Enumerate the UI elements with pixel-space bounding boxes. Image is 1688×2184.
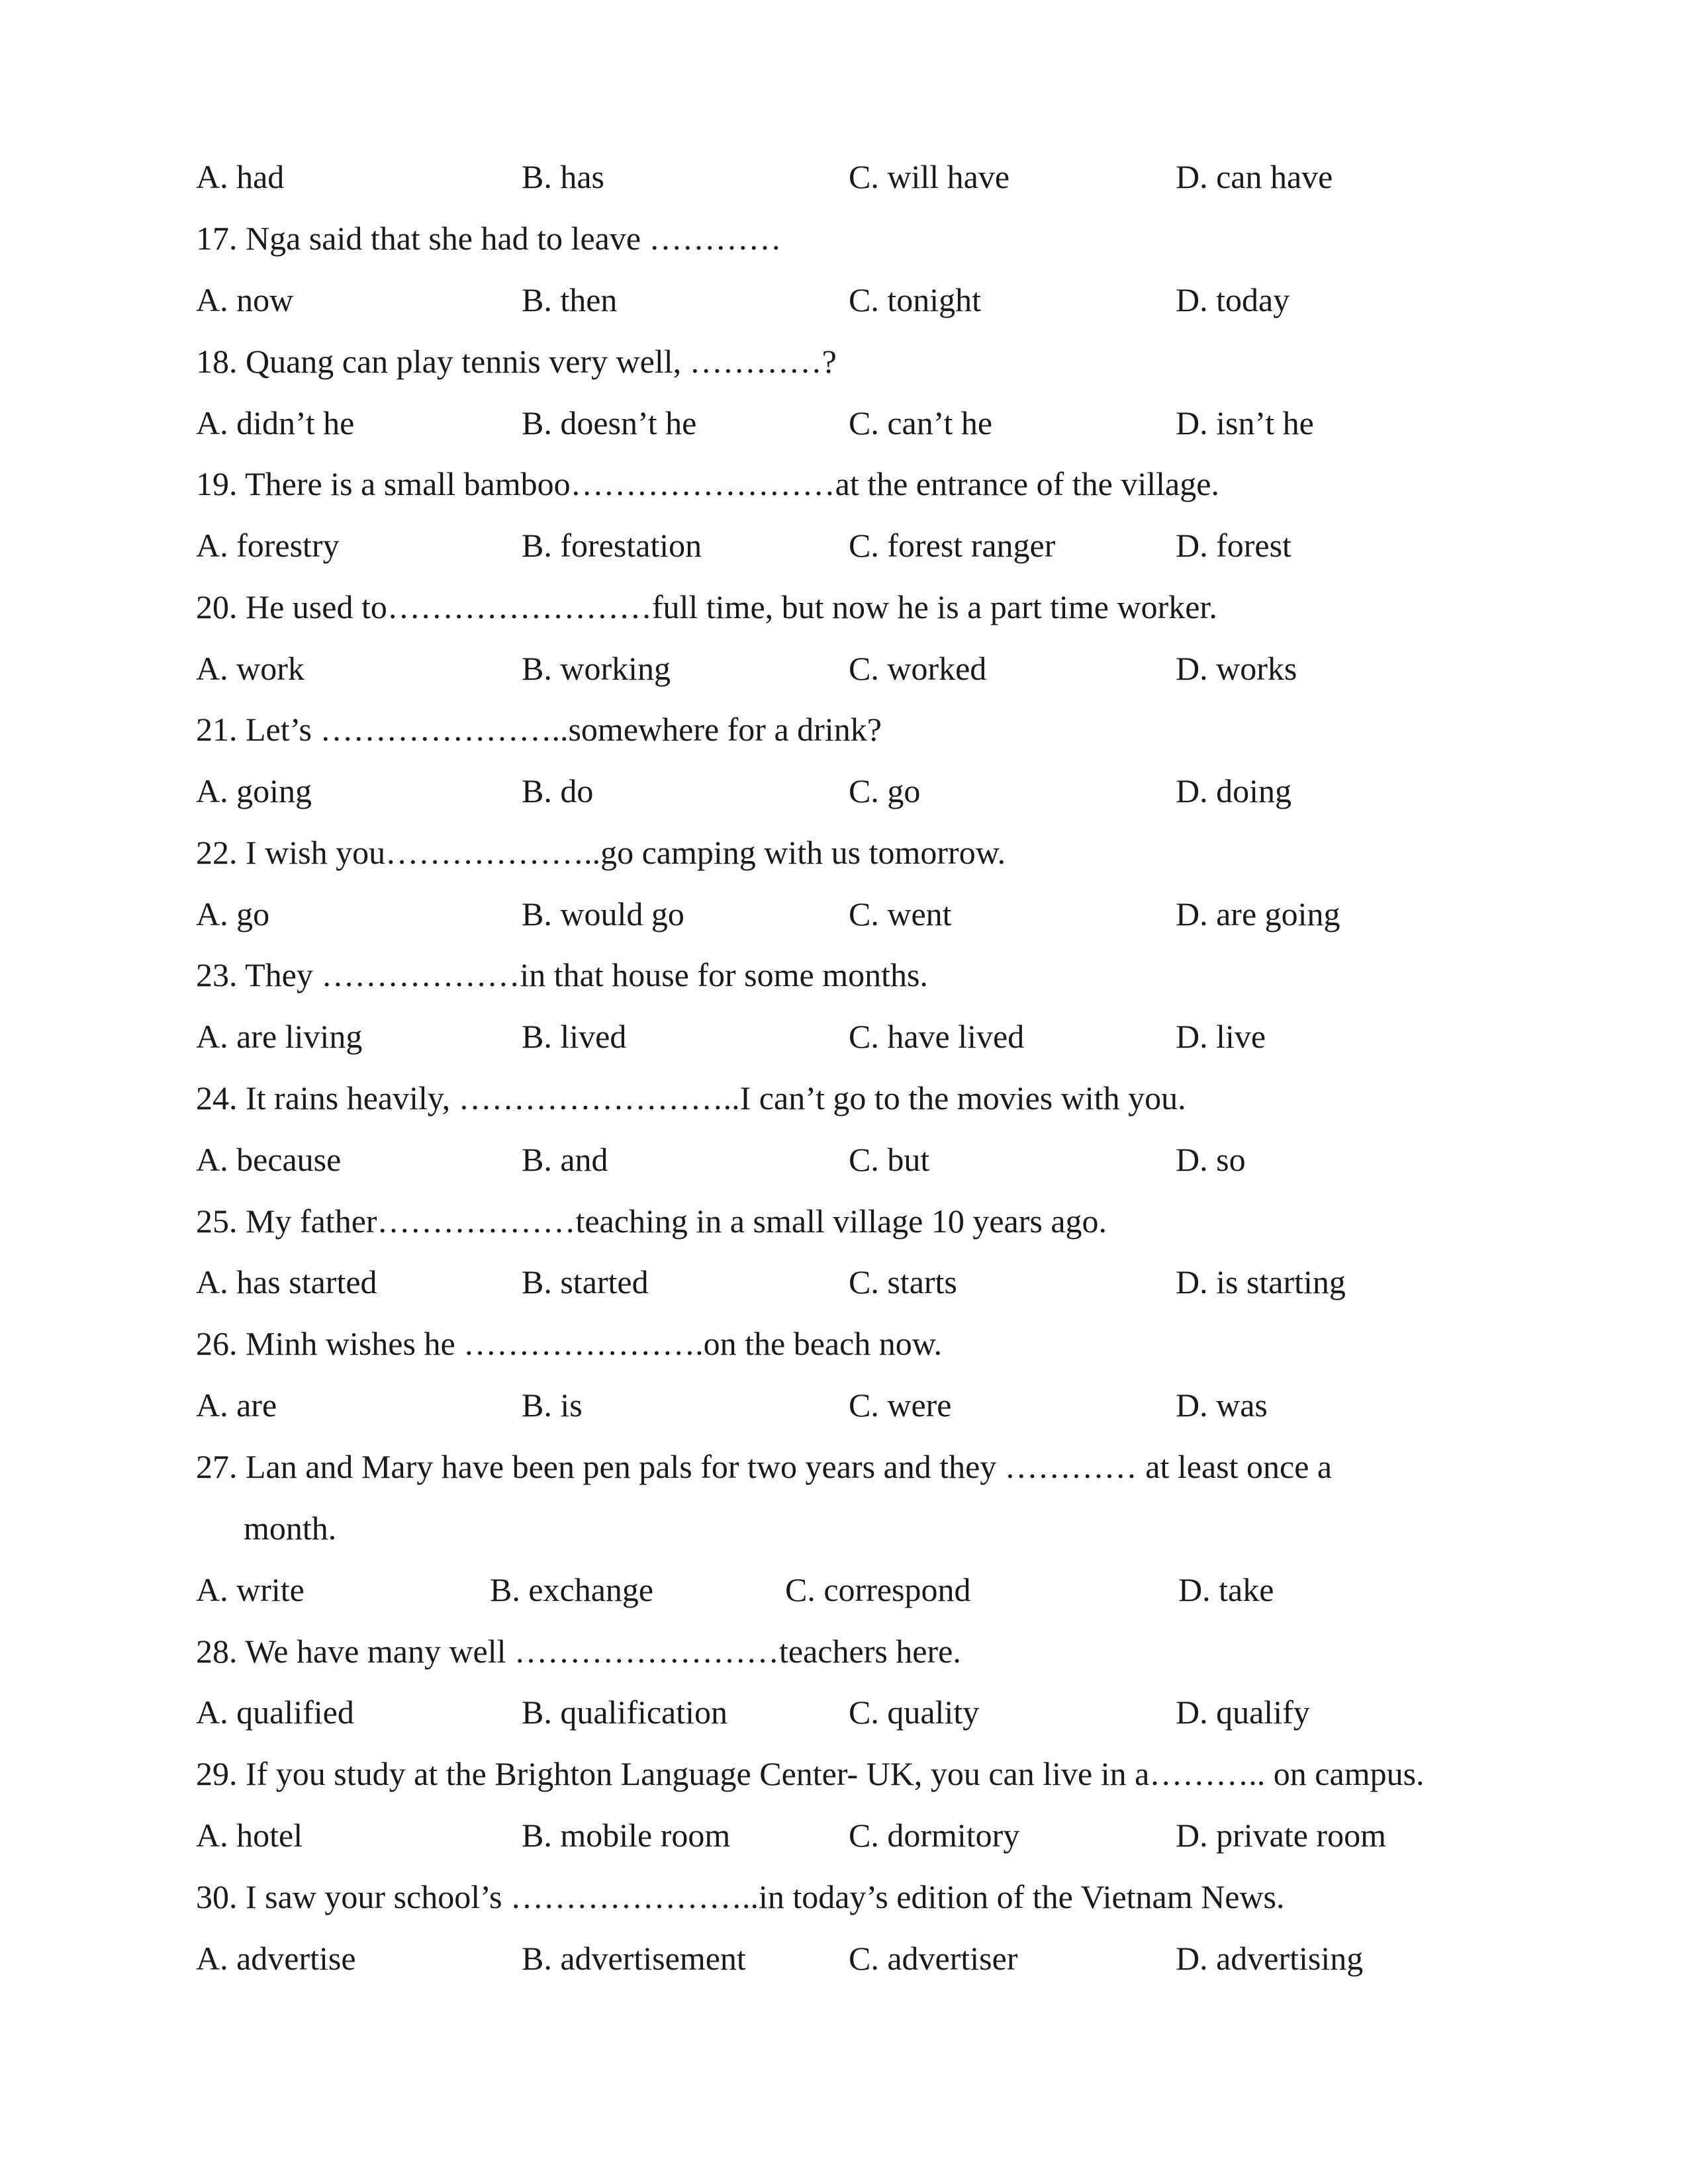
option-a: A. forestry (196, 527, 340, 564)
option-c: C. advertiser (849, 1940, 1018, 1977)
option-c: C. starts (849, 1263, 957, 1300)
option-b: B. doesn’t he (522, 404, 697, 441)
option-a: A. going (196, 772, 312, 809)
option-d: D. take (1178, 1571, 1274, 1608)
option-a: A. go (196, 895, 270, 933)
question-text: 27. Lan and Mary have been pen pals for two years and they ………… at least once a (196, 1448, 1333, 1485)
option-b: B. advertisement (522, 1940, 746, 1977)
option-a: A. write (196, 1571, 305, 1608)
option-b: B. do (522, 772, 594, 809)
option-d: D. works (1176, 650, 1297, 687)
option-c: C. dormitory (849, 1817, 1020, 1854)
question-text: 19. There is a small bamboo……………………at the entrance of the village. (196, 465, 1219, 502)
option-a: A. advertise (196, 1940, 356, 1977)
option-d: D. is starting (1176, 1263, 1346, 1300)
option-d: D. private room (1176, 1817, 1386, 1854)
option-b: B. exchange (490, 1571, 654, 1608)
option-a: A. hotel (196, 1817, 303, 1854)
question-text: 25. My father………………teaching in a small village 10 years ago. (196, 1203, 1107, 1240)
option-a: A. has started (196, 1263, 377, 1300)
option-b: B. then (522, 281, 618, 318)
option-d: D. can have (1176, 158, 1333, 195)
option-c: C. were (849, 1387, 952, 1424)
option-a: A. are living (196, 1018, 363, 1055)
option-c: C. have lived (849, 1018, 1025, 1055)
option-a: A. didn’t he (196, 404, 355, 441)
option-d: D. today (1176, 281, 1290, 318)
option-b: B. mobile room (522, 1817, 731, 1854)
option-a: A. now (196, 281, 294, 318)
option-d: D. qualify (1176, 1694, 1310, 1731)
option-c: C. forest ranger (849, 527, 1056, 564)
option-d: D. was (1176, 1387, 1268, 1424)
question-text: 26. Minh wishes he ………………….on the beach now. (196, 1325, 943, 1362)
option-a: A. because (196, 1141, 342, 1178)
option-c: C. tonight (849, 281, 982, 318)
option-b: B. would go (522, 895, 684, 933)
option-b: B. started (522, 1263, 649, 1300)
option-b: B. and (522, 1141, 608, 1178)
option-d: D. live (1176, 1018, 1266, 1055)
question-text: 23. They ………………in that house for some months. (196, 956, 928, 993)
option-d: D. advertising (1176, 1940, 1364, 1977)
option-a: A. had (196, 158, 285, 195)
option-c: C. but (849, 1141, 930, 1178)
option-b: B. forestation (522, 527, 702, 564)
option-c: C. correspond (785, 1571, 971, 1608)
question-text: 28. We have many well ……………………teachers here. (196, 1633, 961, 1670)
option-b: B. working (522, 650, 671, 687)
question-text: 17. Nga said that she had to leave ………… (196, 220, 782, 257)
question-text: 20. He used to……………………full time, but now he is a part time worker. (196, 588, 1217, 625)
option-d: D. so (1176, 1141, 1246, 1178)
option-b: B. has (522, 158, 604, 195)
question-text: 30. I saw your school’s …………………..in today’s edition of the Vietnam News. (196, 1878, 1285, 1915)
option-c: C. can’t he (849, 404, 993, 441)
option-c: C. will have (849, 158, 1010, 195)
option-d: D. isn’t he (1176, 404, 1314, 441)
question-text: 29. If you study at the Brighton Language Center- UK, you can live in a……….. on campus. (196, 1755, 1425, 1792)
question-continuation: month. (244, 1510, 337, 1547)
option-c: C. worked (849, 650, 987, 687)
option-d: D. forest (1176, 527, 1291, 564)
option-b: B. lived (522, 1018, 627, 1055)
option-c: C. go (849, 772, 921, 809)
question-text: 21. Let’s …………………..somewhere for a drink? (196, 711, 882, 748)
option-a: A. qualified (196, 1694, 354, 1731)
option-a: A. work (196, 650, 305, 687)
option-b: B. is (522, 1387, 583, 1424)
question-text: 24. It rains heavily, ……………………..I can’t go to the movies with you. (196, 1079, 1186, 1116)
option-d: D. are going (1176, 895, 1340, 933)
option-c: C. quality (849, 1694, 980, 1731)
option-a: A. are (196, 1387, 277, 1424)
question-text: 22. I wish you………………..go camping with us tomorrow. (196, 834, 1006, 871)
option-d: D. doing (1176, 772, 1291, 809)
option-c: C. went (849, 895, 952, 933)
option-b: B. qualification (522, 1694, 728, 1731)
question-text: 18. Quang can play tennis very well, …………? (196, 343, 837, 380)
